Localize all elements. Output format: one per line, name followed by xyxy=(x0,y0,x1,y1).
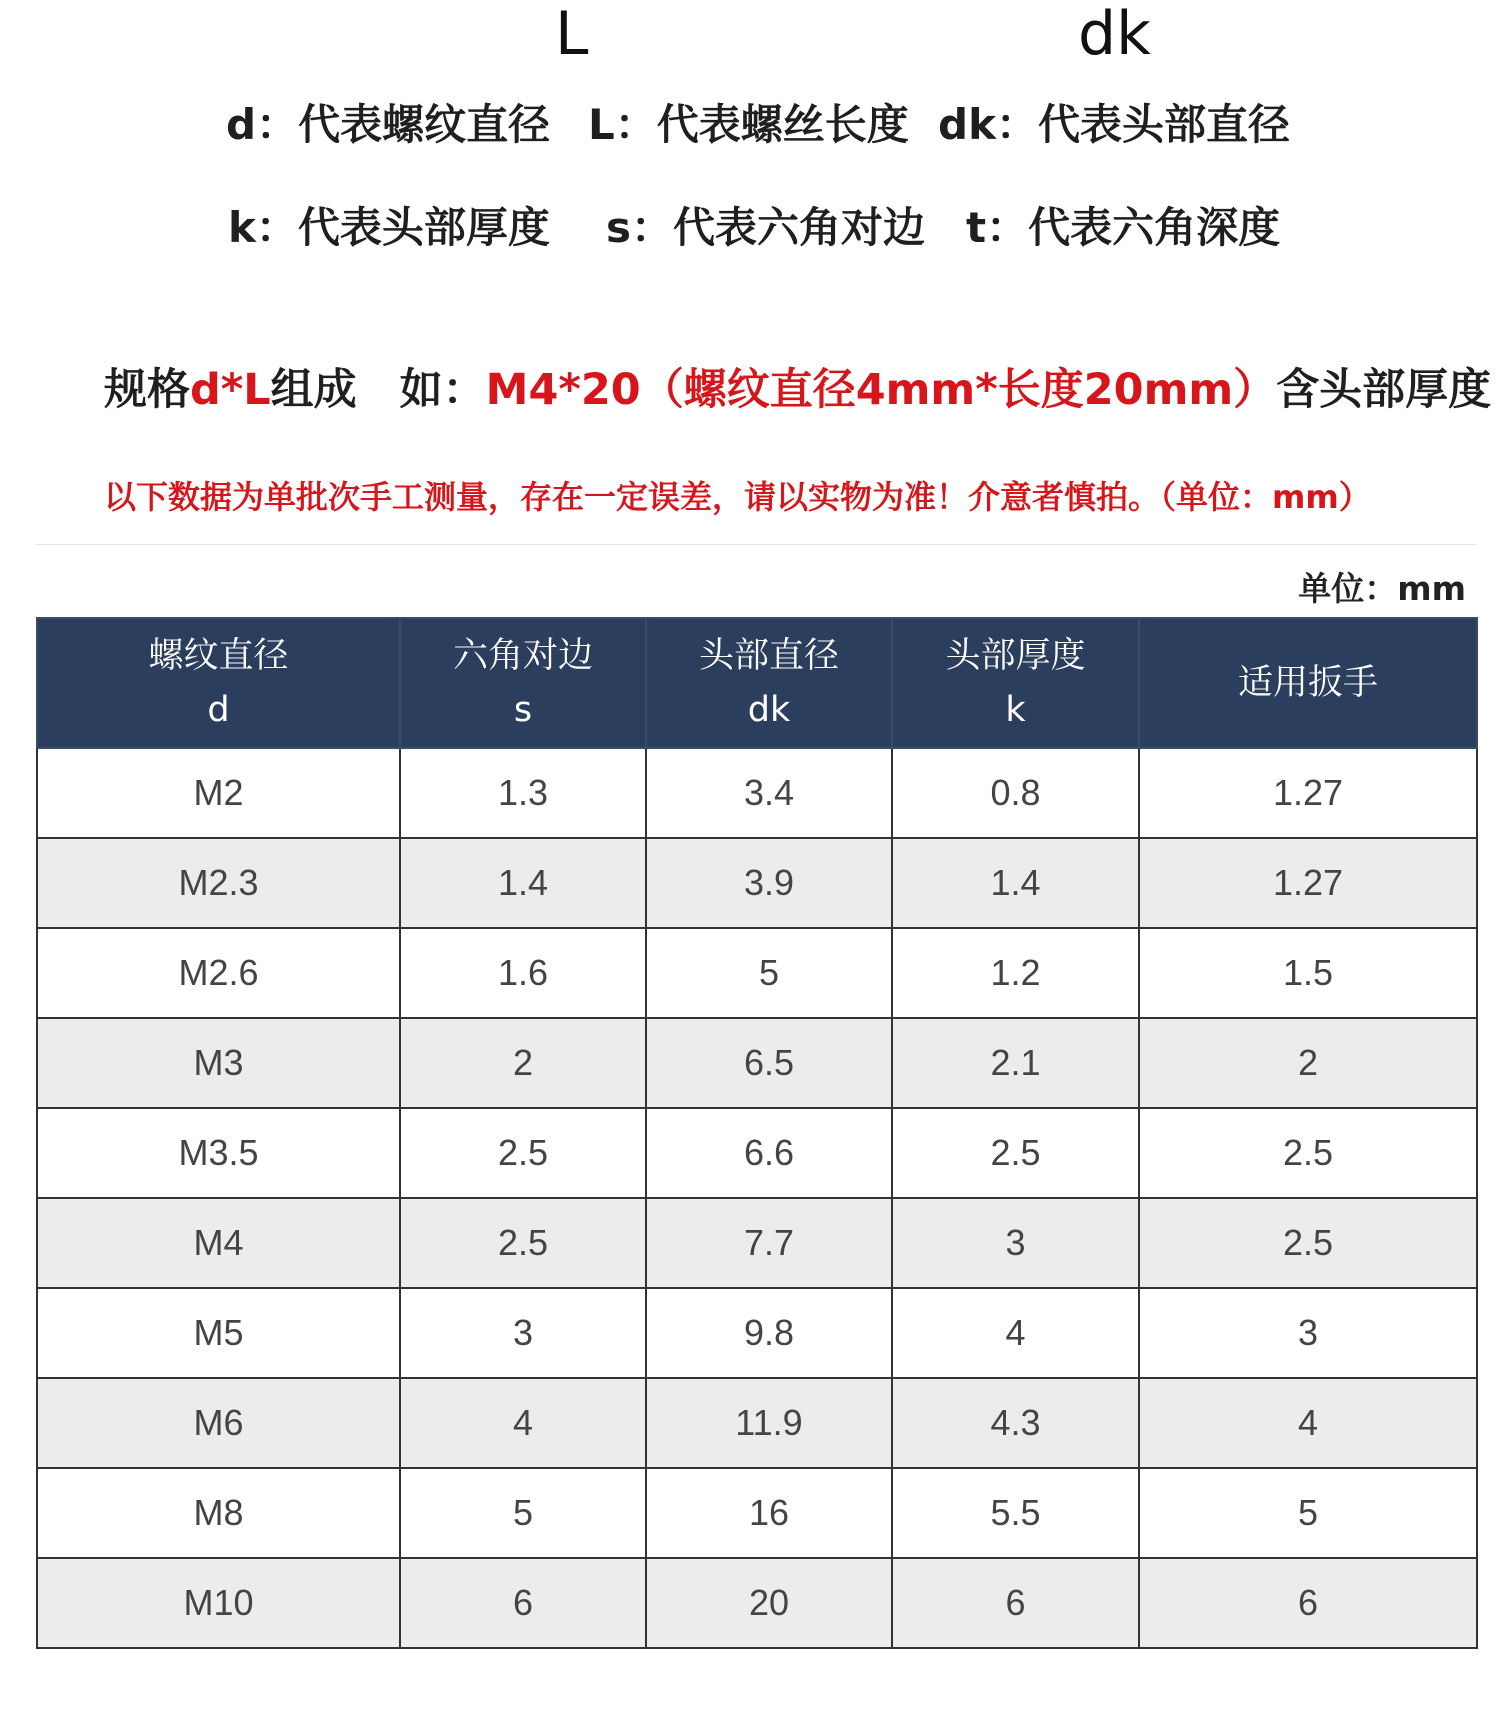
table-cell: M4 xyxy=(37,1198,400,1288)
spec-description xyxy=(104,356,1492,417)
table-cell: 1.4 xyxy=(400,838,646,928)
table-row xyxy=(37,838,1477,928)
table-cell: 2 xyxy=(400,1018,646,1108)
header-title: 螺纹直径 xyxy=(148,635,289,676)
table-cell: M3 xyxy=(37,1018,400,1108)
size-table-container xyxy=(36,544,1476,1649)
table-cell: 20 xyxy=(646,1558,892,1648)
table-row xyxy=(37,1468,1477,1558)
legend-item-d: d：代表螺纹直径 xyxy=(226,100,551,149)
spec-suffix: 组成 如： xyxy=(270,365,486,415)
table-cell: 0.8 xyxy=(892,748,1139,838)
legend-item-s: s：代表六角对边 xyxy=(606,203,925,252)
table-cell: 1.2 xyxy=(892,928,1139,1018)
table-cell: 2.5 xyxy=(400,1108,646,1198)
table-row xyxy=(37,1108,1477,1198)
header-title: 头部厚度 xyxy=(945,635,1086,676)
table-cell: 16 xyxy=(646,1468,892,1558)
spec-prefix: 规格 xyxy=(104,365,190,415)
table-cell: 6 xyxy=(892,1558,1139,1648)
table-cell: 2.5 xyxy=(892,1108,1139,1198)
table-cell: M5 xyxy=(37,1288,400,1378)
table-cell: 5.5 xyxy=(892,1468,1139,1558)
table-cell: 2.5 xyxy=(1139,1198,1477,1288)
size-table xyxy=(36,617,1478,1649)
table-row xyxy=(37,928,1477,1018)
legend-item-k: k：代表头部厚度 xyxy=(228,203,550,252)
table-cell: 4 xyxy=(892,1288,1139,1378)
table-cell: 2.5 xyxy=(1139,1108,1477,1198)
table-cell: 11.9 xyxy=(646,1378,892,1468)
table-cell: 5 xyxy=(1139,1468,1477,1558)
measurement-note: 以下数据为单批次手工测量，存在一定误差，请以实物为准！介意者慎拍。（单位：mm） xyxy=(104,478,1371,516)
table-row xyxy=(37,748,1477,838)
table-cell: 3 xyxy=(1139,1288,1477,1378)
table-cell: 7.7 xyxy=(646,1198,892,1288)
header-head-thickness xyxy=(892,618,1139,748)
spec-formula: d*L xyxy=(190,365,271,415)
header-symbol: s xyxy=(513,690,533,730)
unit-bar xyxy=(36,544,1476,617)
table-row xyxy=(37,1288,1477,1378)
table-header-row xyxy=(37,618,1477,748)
table-cell: M10 xyxy=(37,1558,400,1648)
table-cell: M2.6 xyxy=(37,928,400,1018)
length-label: L xyxy=(555,0,589,69)
table-cell: 5 xyxy=(400,1468,646,1558)
header-thread-diameter xyxy=(37,618,400,748)
table-cell: 6 xyxy=(400,1558,646,1648)
table-cell: 1.27 xyxy=(1139,748,1477,838)
header-symbol: dk xyxy=(747,690,791,730)
table-cell: 2.1 xyxy=(892,1018,1139,1108)
header-head-diameter xyxy=(646,618,892,748)
unit-label: 单位：mm xyxy=(1298,569,1466,608)
table-body xyxy=(37,748,1477,1648)
table-cell: 2 xyxy=(1139,1018,1477,1108)
spec-example: M4*20（螺纹直径4mm*长度20mm） xyxy=(485,365,1277,415)
table-cell: M8 xyxy=(37,1468,400,1558)
table-cell: M2 xyxy=(37,748,400,838)
table-cell: 6 xyxy=(1139,1558,1477,1648)
table-cell: 1.27 xyxy=(1139,838,1477,928)
legend-item-dk: dk：代表头部直径 xyxy=(938,100,1290,149)
table-cell: 3.4 xyxy=(646,748,892,838)
header-hex-across-flats xyxy=(400,618,646,748)
table-row xyxy=(37,1558,1477,1648)
header-title: 头部直径 xyxy=(698,635,839,676)
header-title: 六角对边 xyxy=(452,635,593,676)
head-diameter-label: dk xyxy=(1078,0,1151,69)
legend-item-t: t：代表六角深度 xyxy=(966,203,1281,252)
table-cell: M2.3 xyxy=(37,838,400,928)
legend-item-L: L：代表螺丝长度 xyxy=(588,100,909,149)
table-cell: 5 xyxy=(646,928,892,1018)
table-cell: M6 xyxy=(37,1378,400,1468)
table-cell: 4 xyxy=(400,1378,646,1468)
header-symbol: k xyxy=(1005,690,1026,730)
table-row xyxy=(37,1378,1477,1468)
table-row xyxy=(37,1198,1477,1288)
table-cell: 1.3 xyxy=(400,748,646,838)
table-cell: 2.5 xyxy=(400,1198,646,1288)
table-cell: 6.6 xyxy=(646,1108,892,1198)
table-cell: 1.4 xyxy=(892,838,1139,928)
table-row xyxy=(37,1018,1477,1108)
spec-tail: 含头部厚度 xyxy=(1276,365,1492,415)
table-cell: 1.6 xyxy=(400,928,646,1018)
table-cell: 9.8 xyxy=(646,1288,892,1378)
table-cell: 3.9 xyxy=(646,838,892,928)
table-cell: M3.5 xyxy=(37,1108,400,1198)
table-cell: 1.5 xyxy=(1139,928,1477,1018)
table-cell: 4 xyxy=(1139,1378,1477,1468)
table-cell: 6.5 xyxy=(646,1018,892,1108)
header-symbol: d xyxy=(207,690,230,730)
table-cell: 4.3 xyxy=(892,1378,1139,1468)
header-wrench-size xyxy=(1139,618,1477,748)
header-title: 适用扳手 xyxy=(1237,662,1378,703)
table-cell: 3 xyxy=(400,1288,646,1378)
table-cell: 3 xyxy=(892,1198,1139,1288)
